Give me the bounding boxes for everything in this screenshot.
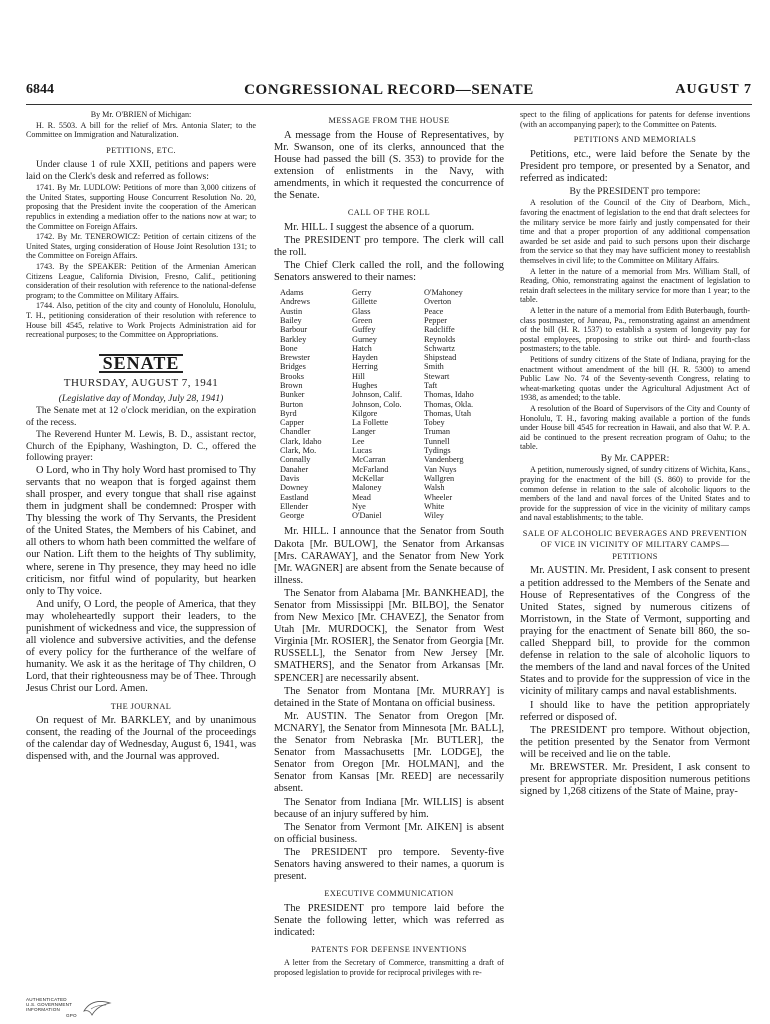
senator-name: Lee [352, 436, 365, 446]
quorum-present: The PRESIDENT pro tempore. Seventy-five Senators having answered to their names, a quorum is present. [274, 846, 504, 883]
senator-name: Vandenberg [424, 455, 464, 465]
senator-name: Kilgore [352, 408, 378, 418]
senator-name: Shipstead [424, 353, 457, 363]
senator-name: Johnson, Calif. [352, 390, 403, 400]
senator-name: Nye [352, 501, 366, 511]
by-capper: By Mr. CAPPER: [600, 452, 670, 464]
honolulu-resolution: A resolution of the Board of Supervisors of the City and County of Honolulu, T. H., favoring making available a portion of the funds under House bill 4545 for recreation in Hawaii, and also that W. P. A. aid be continued to the present recreation program of Oahu; to the table. [520, 403, 750, 452]
senator-name: Maloney [352, 483, 382, 493]
vermont-senator: The Senator from Vermont [Mr. AIKEN] is absent on official business. [274, 821, 504, 845]
senator-name: Bailey [280, 315, 302, 325]
senator-name: McFarland [352, 464, 389, 474]
austin-petition: Mr. AUSTIN. Mr. President, I ask consent to present a petition addressed to the Members of the Senate and House of Representatives of the Congress of the United States, signed by numerous citizens of Morristown, in the State of Vermont, supporting and praying for the enactment of Senate bill 860, the so-called Sheppard bill, to provide for the common defense in relation to the sale of alcoholic liquors to the members of the land and naval forces of the United States and to provide for the suppression of vice in the vicinity of military camps and naval establishments. [520, 565, 750, 698]
senator-name: Ellender [280, 501, 309, 511]
senator-name: Walsh [424, 483, 445, 493]
executive-communication-heading: EXECUTIVE COMMUNICATION [324, 889, 454, 899]
senator-name: Austin [280, 306, 303, 316]
clause-text: Under clause 1 of rule XXII, petitions and papers were laid on the Clerk's desk and referred as follows: [26, 159, 256, 182]
by-president: By the PRESIDENT pro tempore: [569, 185, 701, 197]
senator-name: Herring [352, 362, 378, 372]
senator-name: Capper [280, 418, 304, 428]
senator-name: Danaher [280, 464, 309, 474]
austin-announcement: Mr. AUSTIN. The Senator from Oregon [Mr. MCNARY], the Senator from Minnesota [Mr. BALL], the Senator from Nebraska [Mr. BUTLER], the Senator from Massachusetts [Mr. LODGE], the Senator from Oregon [Mr. HOLMAN], and the Senator from Kansas [Mr. REED] are necessarily absent. [274, 710, 504, 795]
senator-name: Johnson, Colo. [352, 399, 402, 409]
senator-name: Downey [280, 483, 309, 493]
stall-letter: A letter in the nature of a memorial from Mrs. William Stall, of Reading, Ohio, remonstrating against the enactment of legislation to retain draft selectees in the military service for more than 1 year; to the table. [520, 266, 750, 305]
senator-name: Wallgren [424, 473, 455, 483]
chaplain-intro: The Reverend Hunter M. Lewis, B. D., assistant rector, Church of the Epiphany, Washington, D. C., offered the following prayer: [26, 429, 256, 464]
memorials-intro: Petitions, etc., were laid before the Senate by the President pro tempore, or presented by a Senator, and referred as indicated: [520, 148, 750, 184]
eagle-icon [82, 999, 112, 1017]
house-message-heading: MESSAGE FROM THE HOUSE [328, 116, 450, 125]
senator-name: Wiley [424, 511, 444, 521]
hill-quorum: Mr. HILL. I suggest the absence of a quorum. [284, 221, 475, 233]
senator-name: Pepper [424, 315, 448, 325]
page-header [26, 82, 752, 104]
senator-name: Andrews [280, 297, 310, 307]
senator-name: Bridges [280, 362, 306, 372]
senator-name: Hayden [352, 353, 378, 363]
roll-column-2 [352, 288, 424, 520]
senator-name: Adams [280, 288, 304, 298]
senator-name: Radcliffe [424, 325, 455, 335]
senator-name: Chandler [280, 427, 311, 437]
executive-communication-text: The PRESIDENT pro tempore laid before the Senate the following letter, which was referred as indicated: [274, 902, 504, 938]
senator-name: Hill [352, 371, 365, 381]
senator-name: Gerry [352, 288, 372, 298]
senate-date: THURSDAY, AUGUST 7, 1941 [63, 377, 219, 390]
senate-met: The Senate met at 12 o'clock meridian, on the expiration of the recess. [26, 405, 256, 428]
senator-name: Tobey [424, 418, 445, 428]
senator-name: Burton [280, 399, 304, 409]
senator-name: La Follette [352, 418, 389, 428]
prayer-paragraph-2: And unify, O Lord, the people of America, that they may wholeheartedly support their leaders, to the punishment of wickedness and vice, the suppression of all violence and subversive activities, and the defense of every policy for the furtherance of the welfare of humanity. We ask it as the heritage of Thy children, O Lord, that their righteousness may be of Thee. Through Jesus Christ our Lord. Amen. [26, 598, 256, 695]
header-rule [26, 104, 752, 105]
roll-column-3 [424, 288, 496, 520]
bill-hr5503: H. R. 5503. A bill for the relief of Mrs. Antonia Slater; to the Committee on Immigration and Naturalization. [26, 120, 256, 140]
president-objection: The PRESIDENT pro tempore. Without objection, the petition presented by the Senator from Vermont will be received and lie on the table. [520, 724, 750, 760]
roll-call-list [280, 288, 504, 520]
senator-name: Hatch [352, 343, 372, 353]
senator-name: Peace [424, 306, 444, 316]
column-1 [26, 110, 256, 1013]
prayer-paragraph-1: O Lord, who in Thy holy Word hast promised to Thy servants that no weapon that is forged against them shall prosper, and every tongue that shall rise against them in judgment shall be condemned: Prosper with Thy blessing the work of Thy Servants, the President of the United States, the Members of his Cabinet, and all others to whom hath been committed the welfare of our Nation. Lift them to the heights of Thy sublimity, where, serene in Thy presence, they may heed no idle criticism, nor fitful wind of popularity, but hearken only to Thy voice. [26, 464, 256, 597]
column-2 [274, 110, 504, 1010]
petition-1743: 1743. By the SPEAKER: Petition of the Armenian American Citizens League, California Division, Fresno, Calif., petitioning consideration of their resolution with reference to the national-defense program; to the Committee on Military Affairs. [26, 262, 256, 300]
senator-name: Brewster [280, 353, 310, 363]
roll-call-heading: CALL OF THE ROLL [347, 208, 431, 218]
sale-alcoholic-heading: SALE OF ALCOHOLIC BEVERAGES AND PREVENTION OF VICE IN VICINITY OF MILITARY CAMPS—PETITIONS [522, 528, 748, 561]
senator-name: Glass [352, 306, 371, 316]
page-date: AUGUST 7 [675, 82, 752, 97]
petition-1744: 1744. Also, petition of the city and county of Honolulu, Honolulu, T. H., petitioning consideration of their resolution with reference to House bill 4545, relative to Work Projects Administration aid for recreational purposes; to the Committee on Appropriations. [26, 301, 256, 340]
senator-name: Gurney [352, 334, 377, 344]
indiana-senator: The Senator from Indiana [Mr. WILLIS] is absent because of an injury suffered by him. [274, 796, 504, 820]
hill-announcement: Mr. HILL. I announce that the Senator from South Dakota [Mr. BULOW], the Senator from Arkansas [Mrs. CARAWAY], and the Senator from New York [Mr. WAGNER] are absent from the Senate because of illness. [274, 526, 504, 586]
senator-name: Clark, Mo. [280, 446, 317, 456]
senator-name: Guffey [352, 325, 376, 335]
clerk-called: The Chief Clerk called the roll, and the following Senators answered to their names: [274, 259, 504, 283]
brewster-petition: Mr. BREWSTER. Mr. President, I ask consent to present for appropriate disposition numerous petitions signed by 1,268 citizens of the State of Maine, pray- [520, 761, 750, 798]
senator-name: McCarran [352, 455, 386, 465]
gpo-line-2: U.S. GOVERNMENT [26, 1002, 73, 1008]
senator-name: Thomas, Okla. [424, 399, 474, 409]
buterbaugh-letter: A letter in the nature of a memorial from Edith Buterbaugh, fourth-class postmaster, of Juneau, Pa., remonstrating against an amendment of the bill (H. R. 1537) to establish a system of longevity pay for postal employees, proposing to strike out third- and fourth-class postmasters; to the table. [520, 306, 750, 354]
senator-name: Langer [352, 427, 376, 437]
gpo-authentication-seal [26, 997, 116, 1021]
senator-name: O'Daniel [352, 511, 382, 521]
senator-name: Mead [352, 492, 371, 502]
page-number: 6844 [26, 82, 54, 97]
senator-name: Barkley [280, 334, 307, 344]
senator-name: Connally [280, 455, 311, 465]
obrien-intro: By Mr. O'BRIEN of Michigan: [90, 110, 192, 119]
senator-name: Van Nuys [424, 464, 457, 474]
senator-name: Lucas [352, 446, 372, 456]
senator-name: McKellar [352, 473, 384, 483]
senator-name: Eastland [280, 492, 309, 502]
petitions-heading: PETITIONS, ETC. [106, 145, 176, 155]
senator-name: Tunnell [424, 436, 450, 446]
patents-continued: spect to the filing of applications for patents for defense inventions (with an accompanying paper); to the Committee on Patents. [520, 110, 750, 129]
senator-name: Bone [280, 343, 298, 353]
senator-name: Brown [280, 381, 303, 390]
petition-1742: 1742. By Mr. TENEROWICZ: Petition of certain citizens of the United States, urging consideration of House Joint Resolution 131; to the Committee on Foreign Affairs. [26, 232, 256, 261]
senator-name: Bunker [280, 390, 305, 400]
senator-name: White [424, 501, 445, 511]
senator-name: Wheeler [424, 492, 453, 502]
dearborn-resolution: A resolution of the Council of the City of Dearborn, Mich., favoring the enactment of legislation to the end that draft selectees for the military service be more fairly and justly compensated for their time and that a proper proportion of any additional compensation awarded be set aside and paid to such persons upon their discharge from the service so that they may have sufficient money to reestablish themselves in civil life; to the Committee on Military Affairs. [520, 198, 750, 266]
senate-heading: SENATE [99, 354, 183, 374]
senator-name: Tydings [424, 446, 451, 456]
wichita-petition: A petition, numerously signed, of sundry citizens of Wichita, Kans., praying for the enactment of the bill (S. 860) to provide for the common defense in relation to the sale of alcoholic liquors to the members of the land and naval forces of the United States and to provide for the suppression of vice in the vicinity of military camps and naval establishments; to the table. [520, 465, 750, 523]
roll-column-1 [280, 288, 352, 520]
senator-name: Stewart [424, 371, 450, 381]
senator-name: Davis [280, 473, 300, 483]
journal-text: On request of Mr. BARKLEY, and by unanimous consent, the reading of the Journal of the proceedings of the calendar day of Wednesday, August 6, 1941, was dispensed with, and the Journal was approved. [26, 715, 256, 763]
senator-name: Taft [424, 381, 438, 390]
senator-name: Thomas, Idaho [424, 390, 474, 400]
gpo-line-4: GPO [66, 1012, 77, 1018]
senator-name: Gillette [352, 297, 377, 307]
absent-senators: The Senator from Alabama [Mr. BANKHEAD], the Senator from Mississippi [Mr. BILBO], the Senator from New Mexico [Mr. CHAVEZ], the Senator from Utah [Mr. MURDOCK], the Senator from West Virginia [Mr. ROSIER], the Senator from Georgia [Mr. RUSSELL], the Senator from New Jersey [Mr. SMATHERS], and the Senator from Arkansas [Mr. SPENCER] are necessarily absent. [274, 587, 504, 684]
patents-heading: PATENTS FOR DEFENSE INVENTIONS [311, 944, 467, 954]
indiana-petitions: Petitions of sundry citizens of the State of Indiana, praying for the enactment without amendment of the bill (H. R. 5300) to amend Public Law No. 74 of the Seventy-seventh Congress, relating to wheat-marketing quotas under the Agricultural Adjustment Act of 1938, as amended; to the table. [520, 354, 750, 403]
senator-name: Green [352, 315, 373, 325]
senator-name: Thomas, Utah [424, 408, 472, 418]
journal-heading: THE JOURNAL [110, 701, 172, 711]
senator-name: Barbour [280, 325, 308, 335]
page-title: CONGRESSIONAL RECORD—SENATE [244, 82, 534, 98]
legislative-day: (Legislative day of Monday, July 28, 1941) [58, 392, 224, 404]
column-3 [520, 110, 750, 1010]
gpo-line-3: INFORMATION [26, 1007, 61, 1013]
senator-name: George [280, 511, 305, 521]
senator-name: Reynolds [424, 334, 456, 344]
senator-name: Overton [424, 297, 452, 307]
petitions-memorials-heading: PETITIONS AND MEMORIALS [573, 135, 697, 145]
montana-senator: The Senator from Montana [Mr. MURRAY] is detained in the State of Montana on official business. [274, 685, 504, 709]
petition-1741: 1741. By Mr. LUDLOW: Petitions of more than 3,000 citizens of the United States, supporting House Concurrent Resolution No. 20, proposing that the President invite the cooperation of the American republics in extending a mediation offer to the nations now at war; to the Committee on Foreign Affairs. [26, 183, 256, 231]
senator-name: Byrd [280, 408, 297, 418]
senator-name: Hughes [352, 381, 378, 390]
should-like: I should like to have the petition appropriately referred or disposed of. [520, 699, 750, 723]
president-call-roll: The PRESIDENT pro tempore. The clerk will call the roll. [274, 234, 504, 258]
senator-name: O'Mahoney [424, 288, 463, 298]
gpo-line-1: AUTHENTICATED [26, 997, 67, 1002]
senator-name: Clark, Idaho [280, 436, 322, 446]
senator-name: Schwartz [424, 343, 455, 353]
senator-name: Smith [424, 362, 444, 372]
senator-name: Truman [424, 427, 450, 437]
house-message-text: A message from the House of Representatives, by Mr. Swanson, one of its clerks, announced that the House had passed the bill (S. 353) to provide for the extension of enlistments in the Navy, with amendments, in which it requested the concurrence of the Senate. [274, 129, 504, 201]
senator-name: Brooks [280, 371, 304, 381]
patents-text: A letter from the Secretary of Commerce, transmitting a draft of proposed legislation to provide for reciprocal privileges with re- [274, 958, 504, 978]
